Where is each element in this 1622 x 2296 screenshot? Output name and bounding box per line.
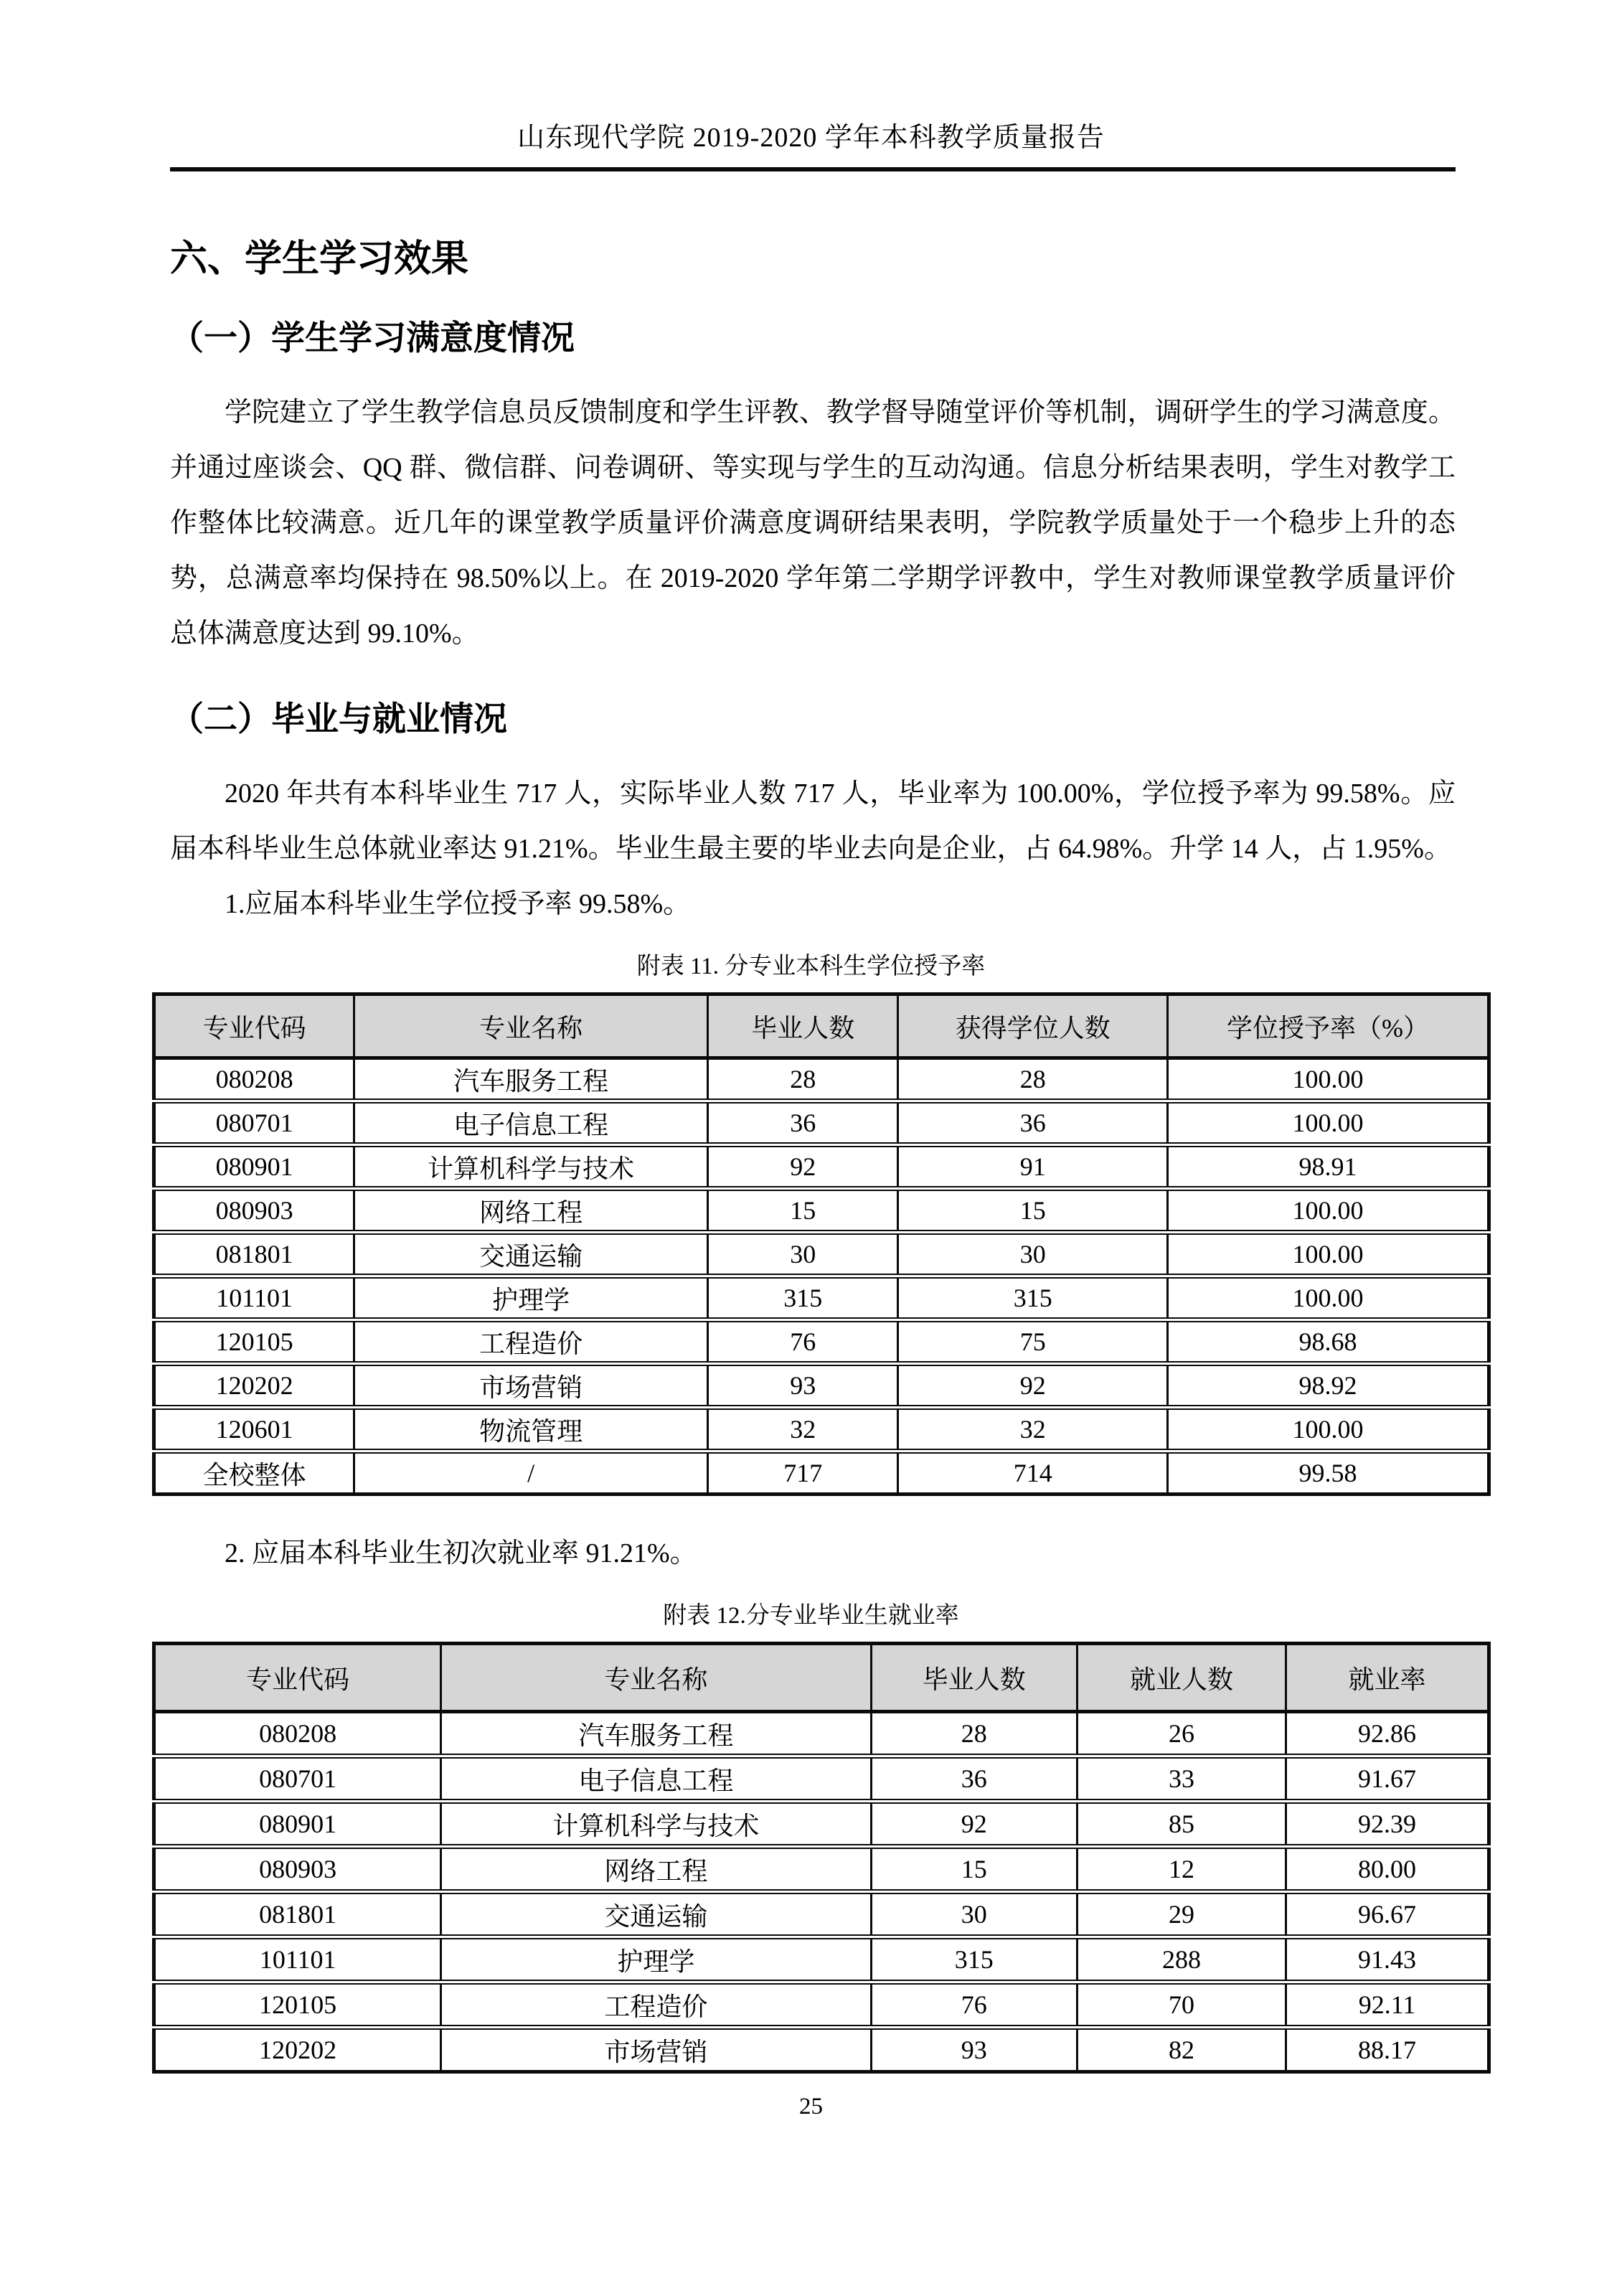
table-cell: 32	[708, 1408, 898, 1452]
section2-paragraph: 2020 年共有本科毕业生 717 人，实际毕业人数 717 人，毕业率为 100.00%，学位授予率为 99.58%。应届本科毕业生总体就业率达 91.21%。毕业生最主要的毕业去向是企业，占 64.98%。升学 14 人，占 1.95%。	[170, 778, 1456, 864]
table-cell: 30	[898, 1233, 1167, 1276]
table-row	[154, 1756, 1489, 1802]
table-header-row	[154, 1644, 1489, 1712]
table-row	[154, 1802, 1489, 1847]
table-cell: 36	[898, 1101, 1167, 1145]
table12-caption: 附表 12.分专业毕业生就业率	[663, 1603, 959, 1629]
table-cell: 网络工程	[441, 1847, 871, 1892]
table-cell: 工程造价	[441, 1982, 871, 2028]
table-cell: 交通运输	[354, 1233, 708, 1276]
table-cell: 081801	[154, 1233, 354, 1276]
table-cell: 29	[1077, 1892, 1286, 1937]
table-cell: 92.86	[1286, 1712, 1489, 1756]
table-cell: 91	[898, 1145, 1167, 1189]
table-cell: 92	[898, 1364, 1167, 1408]
table-cell: 70	[1077, 1982, 1286, 2028]
table-cell: 080701	[154, 1756, 441, 1802]
degree-award-rate-table	[152, 992, 1491, 1496]
table-cell: 92	[708, 1145, 898, 1189]
table-row	[154, 1408, 1489, 1452]
header-rule	[170, 167, 1456, 171]
table-cell: 080701	[154, 1101, 354, 1145]
table-cell: 15	[871, 1847, 1077, 1892]
table-cell: 护理学	[441, 1937, 871, 1982]
table-cell: 081801	[154, 1892, 441, 1937]
table-row	[154, 1189, 1489, 1233]
table-cell: 工程造价	[354, 1320, 708, 1364]
table-cell: 28	[898, 1058, 1167, 1101]
table-cell: 080903	[154, 1189, 354, 1233]
table-cell: 99.58	[1167, 1452, 1489, 1495]
table-cell: 717	[708, 1452, 898, 1495]
table-cell: 100.00	[1167, 1408, 1489, 1452]
table-cell: 85	[1077, 1802, 1286, 1847]
table-cell: 120202	[154, 2028, 441, 2072]
table-cell: 120202	[154, 1364, 354, 1408]
table-row	[154, 2028, 1489, 2072]
table-cell: 汽车服务工程	[441, 1712, 871, 1756]
table-cell: 080901	[154, 1145, 354, 1189]
table-cell: 15	[898, 1189, 1167, 1233]
table-cell: 100.00	[1167, 1276, 1489, 1320]
list-item-degree-rate: 1.应届本科毕业生学位授予率 99.58%。	[225, 889, 691, 919]
section1-heading: （一）学生学习满意度情况	[170, 319, 575, 357]
table-cell: 市场营销	[441, 2028, 871, 2072]
table-row	[154, 1320, 1489, 1364]
table-cell: 计算机科学与技术	[441, 1802, 871, 1847]
table-cell: 12	[1077, 1847, 1286, 1892]
table-cell: 交通运输	[441, 1892, 871, 1937]
employment-rate-table	[152, 1642, 1491, 2074]
table-cell: 120105	[154, 1982, 441, 2028]
table-row	[154, 1892, 1489, 1937]
table-cell: 物流管理	[354, 1408, 708, 1452]
table-row	[154, 1364, 1489, 1408]
table-cell: 计算机科学与技术	[354, 1145, 708, 1189]
section2-heading: （二）毕业与就业情况	[170, 700, 507, 738]
table-cell: 30	[871, 1892, 1077, 1937]
table-row	[154, 1452, 1489, 1495]
table-cell: 护理学	[354, 1276, 708, 1320]
table-row	[154, 1101, 1489, 1145]
table-cell: 080208	[154, 1058, 354, 1101]
table-cell: 电子信息工程	[441, 1756, 871, 1802]
column-header: 专业代码	[154, 994, 354, 1058]
column-header: 专业代码	[154, 1644, 441, 1712]
table-cell: 92.11	[1286, 1982, 1489, 2028]
table-cell: 91.67	[1286, 1756, 1489, 1802]
table-row	[154, 1058, 1489, 1101]
table-cell: 市场营销	[354, 1364, 708, 1408]
table-row	[154, 1276, 1489, 1320]
column-header: 专业名称	[441, 1644, 871, 1712]
table-cell: 714	[898, 1452, 1167, 1495]
table-cell: 080901	[154, 1802, 441, 1847]
table-cell: 电子信息工程	[354, 1101, 708, 1145]
chapter-heading: 六、学生学习效果	[170, 238, 469, 280]
table-cell: 76	[708, 1320, 898, 1364]
table-cell: 98.92	[1167, 1364, 1489, 1408]
column-header: 就业人数	[1077, 1644, 1286, 1712]
running-header-title: 山东现代学院 2019-2020 学年本科教学质量报告	[517, 123, 1105, 153]
column-header: 学位授予率（%）	[1167, 994, 1489, 1058]
table-cell: 288	[1077, 1937, 1286, 1982]
table-cell: 100.00	[1167, 1233, 1489, 1276]
table-cell: 36	[708, 1101, 898, 1145]
table-cell: 30	[708, 1233, 898, 1276]
table-cell: 101101	[154, 1937, 441, 1982]
section1-paragraph: 学院建立了学生教学信息员反馈制度和学生评教、教学督导随堂评价等机制，调研学生的学习满意度。并通过座谈会、QQ 群、微信群、问卷调研、等实现与学生的互动沟通。信息分析结果表明，学生对教学工作整体比较满意。近几年的课堂教学质量评价满意度调研结果表明，学院教学质量处于一个稳步上升的态势，总满意率均保持在 98.50%以上。在 2019-2020 学年第二学期学评教中，学生对教师课堂教学质量评价总体满意度达到 99.10%。	[170, 397, 1456, 649]
table-row	[154, 1847, 1489, 1892]
table-cell: 88.17	[1286, 2028, 1489, 2072]
table-cell: 100.00	[1167, 1058, 1489, 1101]
table-cell: 76	[871, 1982, 1077, 2028]
table-cell: 汽车服务工程	[354, 1058, 708, 1101]
table-cell: 98.68	[1167, 1320, 1489, 1364]
table-cell: 28	[871, 1712, 1077, 1756]
table-cell: 33	[1077, 1756, 1286, 1802]
table-row	[154, 1233, 1489, 1276]
table-header-row	[154, 994, 1489, 1058]
table-row	[154, 1712, 1489, 1756]
column-header: 毕业人数	[871, 1644, 1077, 1712]
table-cell: 96.67	[1286, 1892, 1489, 1937]
table-cell: 315	[898, 1276, 1167, 1320]
table-cell: 080208	[154, 1712, 441, 1756]
column-header: 就业率	[1286, 1644, 1489, 1712]
table-cell: 网络工程	[354, 1189, 708, 1233]
table-cell: 120601	[154, 1408, 354, 1452]
table-cell: 315	[871, 1937, 1077, 1982]
page-number: 25	[799, 2094, 823, 2119]
table-cell: 28	[708, 1058, 898, 1101]
list-item-employment-rate: 2. 应届本科毕业生初次就业率 91.21%。	[225, 1538, 697, 1568]
column-header: 专业名称	[354, 994, 708, 1058]
table-row	[154, 1145, 1489, 1189]
column-header: 毕业人数	[708, 994, 898, 1058]
table-cell: 92.39	[1286, 1802, 1489, 1847]
table-cell: 全校整体	[154, 1452, 354, 1495]
table-cell: 93	[708, 1364, 898, 1408]
table11-caption: 附表 11. 分专业本科生学位授予率	[636, 954, 986, 979]
table-cell: 15	[708, 1189, 898, 1233]
table-cell: 36	[871, 1756, 1077, 1802]
table-cell: 91.43	[1286, 1937, 1489, 1982]
table-cell: 82	[1077, 2028, 1286, 2072]
table-cell: 080903	[154, 1847, 441, 1892]
table-cell: 120105	[154, 1320, 354, 1364]
table-cell: 100.00	[1167, 1189, 1489, 1233]
table-cell: 100.00	[1167, 1101, 1489, 1145]
table-cell: /	[354, 1452, 708, 1495]
column-header: 获得学位人数	[898, 994, 1167, 1058]
table-cell: 315	[708, 1276, 898, 1320]
table-cell: 32	[898, 1408, 1167, 1452]
table-row	[154, 1982, 1489, 2028]
table-cell: 98.91	[1167, 1145, 1489, 1189]
table-cell: 80.00	[1286, 1847, 1489, 1892]
table-cell: 75	[898, 1320, 1167, 1364]
table-cell: 93	[871, 2028, 1077, 2072]
table-cell: 92	[871, 1802, 1077, 1847]
table-cell: 101101	[154, 1276, 354, 1320]
table-row	[154, 1937, 1489, 1982]
table-cell: 26	[1077, 1712, 1286, 1756]
